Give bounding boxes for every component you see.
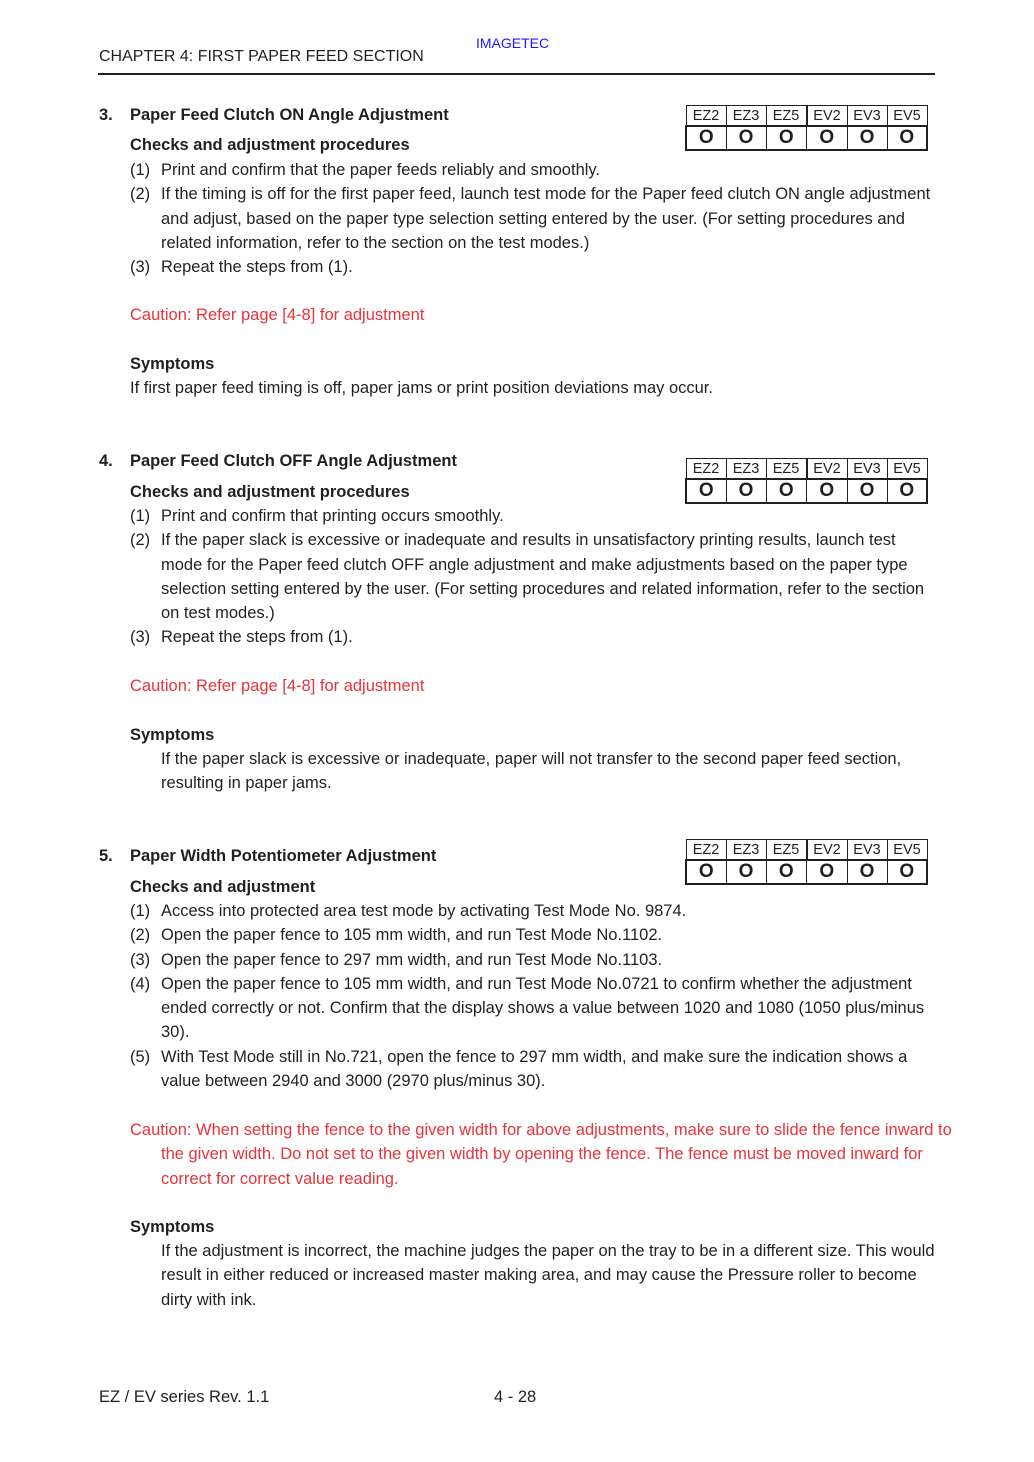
list-item xyxy=(130,972,940,1045)
step-number: (5) xyxy=(130,1047,151,1066)
list-item xyxy=(130,899,940,923)
procedure-list xyxy=(130,504,940,650)
model-mark: O xyxy=(807,479,848,503)
section-title: Paper Feed Clutch ON Angle Adjustment xyxy=(130,106,449,124)
step-text: Print and confirm that the paper feeds reliably and smoothly. xyxy=(161,161,601,179)
model-header: EV5 xyxy=(887,840,927,861)
model-mark: O xyxy=(726,860,766,884)
procedure-list xyxy=(130,158,940,279)
model-header: EV5 xyxy=(887,106,927,127)
section-title: Paper Feed Clutch OFF Angle Adjustment xyxy=(130,452,457,470)
model-mark: O xyxy=(847,479,887,503)
model-header: EZ5 xyxy=(766,106,807,127)
model-mark: O xyxy=(766,860,807,884)
step-text: If the timing is off for the first paper feed, launch test mode for the Paper feed clutch ON angle adjustment and adjust, based on the paper type selection setting entered by the user. (For setting procedures and related information, refer to the section on the test modes.) xyxy=(161,185,931,252)
model-header: EV3 xyxy=(847,106,887,127)
step-text: Access into protected area test mode by activating Test Mode No. 9874. xyxy=(161,902,687,920)
model-header: EZ3 xyxy=(726,106,766,127)
model-header: EZ2 xyxy=(686,106,726,127)
step-number: (1) xyxy=(130,507,151,525)
model-mark: O xyxy=(726,479,766,503)
list-item xyxy=(130,182,940,255)
step-number: (4) xyxy=(130,974,151,993)
model-header: EZ3 xyxy=(726,840,766,861)
model-applicability-table xyxy=(685,105,928,151)
step-number: (2) xyxy=(130,531,151,550)
model-header: EZ2 xyxy=(686,840,726,861)
step-text: If the paper slack is excessive or inadequate and results in unsatisfactory printing results, launch test mode for the Paper feed clutch OFF angle adjustment and make adjustments based on the paper type selection setting entered by the user. (For setting procedures and related information, refer to the section on test modes.) xyxy=(161,531,925,623)
model-mark: O xyxy=(766,479,807,503)
model-mark: O xyxy=(847,126,887,150)
model-mark: O xyxy=(766,126,807,150)
list-item xyxy=(130,923,940,947)
model-header: EZ2 xyxy=(686,459,726,480)
model-header: EV3 xyxy=(847,459,887,480)
step-number: (3) xyxy=(130,628,151,647)
chapter-title: CHAPTER 4: FIRST PAPER FEED SECTION xyxy=(99,48,424,65)
step-number: (3) xyxy=(130,950,151,969)
step-text: Open the paper fence to 105 mm width, and run Test Mode No.1102. xyxy=(161,926,663,945)
caution-note: Caution: Refer page [4-8] for adjustment xyxy=(130,306,425,324)
model-mark: O xyxy=(686,126,726,150)
step-text: Open the paper fence to 297 mm width, and run Test Mode No.1103. xyxy=(161,950,663,969)
header-rule xyxy=(98,73,935,75)
list-item xyxy=(130,528,940,625)
step-number: (2) xyxy=(130,926,151,945)
model-applicability-table xyxy=(685,839,928,885)
model-header: EV2 xyxy=(807,840,848,861)
list-item xyxy=(130,625,940,649)
step-number: (1) xyxy=(130,161,151,179)
list-item xyxy=(130,504,940,528)
step-text: Open the paper fence to 105 mm width, and run Test Mode No.0721 to confirm whether the adjustment ended correctly or not. Confirm that the display shows a value between 1020 and 1080 (1050 plus/minus 30). xyxy=(161,974,925,1042)
model-mark: O xyxy=(807,860,848,884)
section-number: 5. xyxy=(99,847,113,865)
symptoms-text: If first paper feed timing is off, paper jams or print position deviations may occur. xyxy=(130,379,713,397)
model-header: EV3 xyxy=(847,840,887,861)
model-mark: O xyxy=(726,126,766,150)
step-text: With Test Mode still in No.721, open the fence to 297 mm width, and make sure the indication shows a value between 2940 and 3000 (2970 plus/minus 30). xyxy=(161,1047,908,1091)
caution-note: Caution: When setting the fence to the given width for above adjustments, make sure to slide the fence inward to the given width. Do not set to the given width by opening the fence. The fence must be moved inward for correct for correct value reading. xyxy=(130,1121,952,1188)
model-header: EZ5 xyxy=(766,840,807,861)
step-number: (2) xyxy=(130,185,151,204)
symptoms-heading: Symptoms xyxy=(130,1218,215,1236)
list-item xyxy=(130,255,940,279)
brand-label: IMAGETEC xyxy=(476,35,550,51)
model-header: EV2 xyxy=(807,106,848,127)
model-header: EZ3 xyxy=(726,459,766,480)
symptoms-text: If the paper slack is excessive or inadequate, paper will not transfer to the second paper feed section, resulting in paper jams. xyxy=(161,750,902,793)
procedure-list xyxy=(130,899,940,1093)
model-mark: O xyxy=(887,860,927,884)
model-header: EV2 xyxy=(807,459,848,480)
section-number: 3. xyxy=(99,106,113,124)
list-item xyxy=(130,948,940,972)
checks-heading: Checks and adjustment procedures xyxy=(130,483,410,501)
symptoms-heading: Symptoms xyxy=(130,726,215,744)
model-header: EZ5 xyxy=(766,459,807,480)
checks-heading: Checks and adjustment xyxy=(130,878,316,896)
symptoms-heading: Symptoms xyxy=(130,355,215,373)
model-applicability-table xyxy=(685,458,928,504)
caution-note: Caution: Refer page [4-8] for adjustment xyxy=(130,677,425,695)
step-text: Repeat the steps from (1). xyxy=(161,628,353,647)
list-item xyxy=(130,1045,940,1094)
model-mark: O xyxy=(887,126,927,150)
model-mark: O xyxy=(807,126,848,150)
model-mark: O xyxy=(686,479,726,503)
section-number: 4. xyxy=(99,452,113,470)
step-text: Repeat the steps from (1). xyxy=(161,258,353,277)
step-text: Print and confirm that printing occurs smoothly. xyxy=(161,507,504,525)
model-mark: O xyxy=(847,860,887,884)
model-mark: O xyxy=(887,479,927,503)
step-number: (1) xyxy=(130,902,151,920)
checks-heading: Checks and adjustment procedures xyxy=(130,136,410,154)
page-number: 4 - 28 xyxy=(494,1388,537,1406)
model-header: EV5 xyxy=(887,459,927,480)
symptoms-text: If the adjustment is incorrect, the machine judges the paper on the tray to be in a different size. This would result in either reduced or increased master making area, and may cause the Pressure roller to become dirty with ink. xyxy=(161,1242,935,1309)
list-item xyxy=(130,158,940,182)
footer-series: EZ / EV series Rev. 1.1 xyxy=(99,1388,270,1406)
section-title: Paper Width Potentiometer Adjustment xyxy=(130,847,437,865)
step-number: (3) xyxy=(130,258,151,277)
model-mark: O xyxy=(686,860,726,884)
